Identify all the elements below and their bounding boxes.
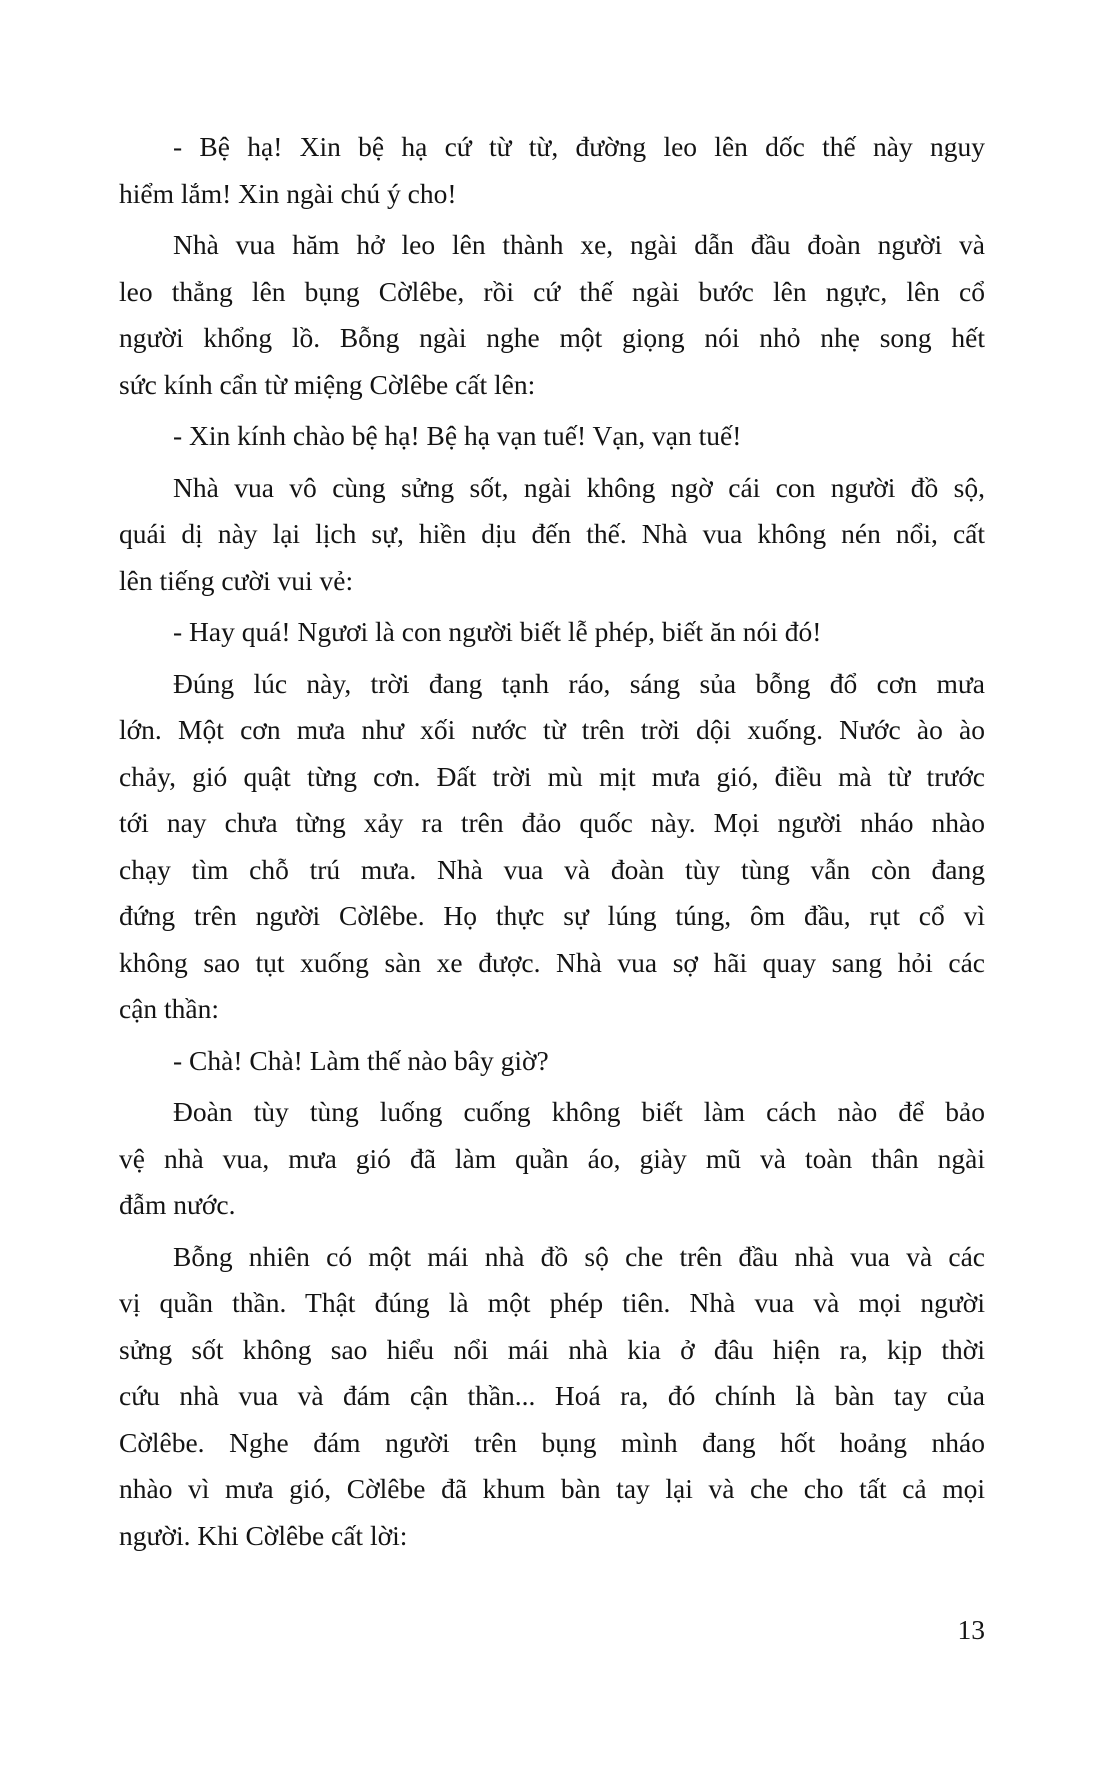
paragraph bbox=[119, 1089, 985, 1229]
text-line: chảy, gió quật từng cơn. Đất trời mù mịt mưa gió, điều mà từ trước bbox=[119, 760, 985, 792]
text-line: Nhà vua hăm hở leo lên thành xe, ngài dẫn đầu đoàn người và bbox=[173, 229, 985, 260]
paragraph bbox=[119, 1038, 985, 1085]
text-line: tới nay chưa từng xảy ra trên đảo quốc này. Mọi người nháo nhào bbox=[119, 807, 985, 838]
text-line: hiểm lắm! Xin ngài chú ý cho! bbox=[119, 177, 457, 209]
text-line: vệ nhà vua, mưa gió đã làm quần áo, giày mũ và toàn thân ngài bbox=[119, 1142, 985, 1174]
paragraph bbox=[119, 124, 985, 217]
text-line: đẫm nước. bbox=[119, 1189, 236, 1220]
text-line: người. Khi Cờlêbe cất lời: bbox=[119, 1519, 408, 1551]
text-line: sửng sốt không sao hiểu nổi mái nhà kia ở đâu hiện ra, kịp thời bbox=[119, 1333, 985, 1365]
text-line: lớn. Một cơn mưa như xối nước từ trên trời dội xuống. Nước ào ào bbox=[119, 714, 985, 745]
text-line: - Xin kính chào bệ hạ! Bệ hạ vạn tuế! Vạn, vạn tuế! bbox=[173, 420, 742, 451]
paragraph bbox=[119, 661, 985, 1033]
paragraph bbox=[119, 1234, 985, 1560]
text-line: quái dị này lại lịch sự, hiền dịu đến thế. Nhà vua không nén nổi, cất bbox=[119, 518, 985, 549]
text-line: cứu nhà vua và đám cận thần... Hoá ra, đó chính là bàn tay của bbox=[119, 1380, 985, 1411]
text-line: - Chà! Chà! Làm thế nào bây giờ? bbox=[173, 1044, 549, 1076]
paragraph bbox=[119, 222, 985, 408]
text-line: - Bệ hạ! Xin bệ hạ cứ từ từ, đường leo lên dốc thế này nguy bbox=[173, 131, 985, 162]
page-body-text bbox=[119, 124, 985, 1559]
text-line: Nhà vua vô cùng sửng sốt, ngài không ngờ cái con người đồ sộ, bbox=[173, 471, 985, 503]
text-line: chạy tìm chỗ trú mưa. Nhà vua và đoàn tùy tùng vẫn còn đang bbox=[119, 853, 985, 885]
text-line: vị quần thần. Thật đúng là một phép tiên. Nhà vua và mọi người bbox=[119, 1287, 985, 1318]
page-number: 13 bbox=[957, 1614, 985, 1645]
text-line: người khổng lồ. Bỗng ngài nghe một giọng nói nhỏ nhẹ song hết bbox=[119, 322, 985, 353]
text-line: Đúng lúc này, trời đang tạnh ráo, sáng sủa bỗng đổ cơn mưa bbox=[173, 667, 985, 699]
text-line: - Hay quá! Ngươi là con người biết lễ phép, biết ăn nói đó! bbox=[173, 616, 822, 647]
text-line: leo thẳng lên bụng Cờlêbe, rồi cứ thế ngài bước lên ngực, lên cổ bbox=[119, 275, 985, 307]
text-line: Cờlêbe. Nghe đám người trên bụng mình đang hốt hoảng nháo bbox=[119, 1426, 985, 1458]
text-line: cận thần: bbox=[119, 993, 220, 1024]
paragraph bbox=[119, 609, 985, 656]
text-line: sức kính cẩn từ miệng Cờlêbe cất lên: bbox=[119, 368, 536, 400]
paragraph bbox=[119, 465, 985, 605]
text-line: Đoàn tùy tùng luống cuống không biết làm cách nào để bảo bbox=[173, 1096, 985, 1127]
text-line: lên tiếng cười vui vẻ: bbox=[119, 564, 354, 596]
paragraph bbox=[119, 413, 985, 460]
text-line: đứng trên người Cờlêbe. Họ thực sự lúng túng, ôm đầu, rụt cổ vì bbox=[119, 900, 985, 931]
text-line: nhào vì mưa gió, Cờlêbe đã khum bàn tay lại và che cho tất cả mọi bbox=[119, 1473, 985, 1504]
text-line: không sao tụt xuống sàn xe được. Nhà vua sợ hãi quay sang hỏi các bbox=[119, 946, 985, 978]
text-line: Bỗng nhiên có một mái nhà đồ sộ che trên đầu nhà vua và các bbox=[173, 1240, 985, 1272]
